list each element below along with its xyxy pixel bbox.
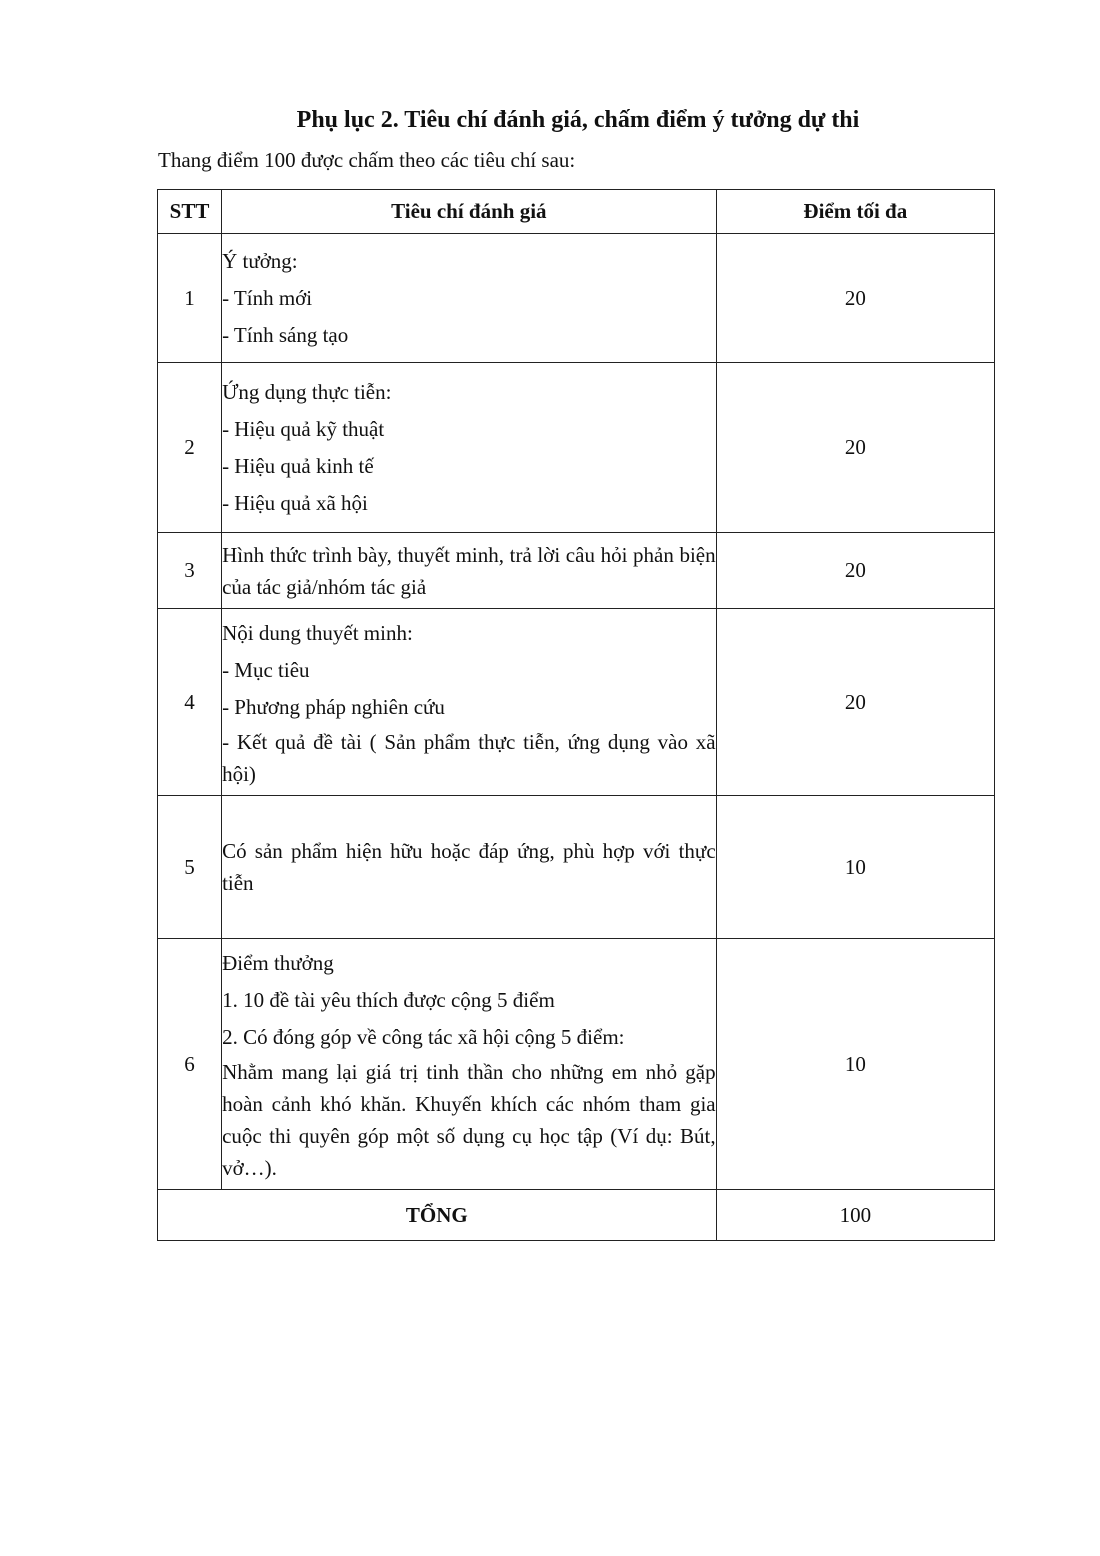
table-row	[158, 796, 995, 939]
row-criteria	[222, 234, 717, 363]
criteria-table	[157, 189, 995, 1241]
row-criteria	[222, 939, 717, 1190]
criteria-line: Điểm thưởng	[222, 950, 334, 975]
table-row	[158, 533, 995, 609]
row-score: 20	[716, 533, 994, 609]
table-row	[158, 234, 995, 363]
criteria-line: - Phương pháp nghiên cứu	[222, 694, 445, 719]
criteria-line: - Hiệu quả kinh tế	[222, 453, 374, 478]
row-stt: 6	[158, 939, 222, 1190]
header-max-score: Điểm tối đa	[716, 190, 994, 234]
criteria-line: - Hiệu quả xã hội	[222, 490, 368, 515]
criteria-line: Ứng dụng thực tiễn:	[222, 379, 392, 404]
criteria-line: - Hiệu quả kỹ thuật	[222, 416, 385, 441]
page-title: Phụ lục 2. Tiêu chí đánh giá, chấm điểm ý tưởng dự thi	[296, 107, 860, 133]
table-row	[158, 609, 995, 796]
row-score: 20	[716, 234, 994, 363]
row-score: 20	[716, 363, 994, 533]
criteria-line: - Kết quả đề tài ( Sản phẩm thực tiễn, ứng dụng vào xã hội)	[222, 729, 716, 786]
total-row	[158, 1190, 995, 1241]
criteria-line: Có sản phẩm hiện hữu hoặc đáp ứng, phù hợp với thực tiễn	[222, 839, 716, 895]
criteria-line: Ý tưởng:	[222, 248, 298, 273]
total-label: TỔNG	[158, 1190, 717, 1241]
header-stt: STT	[158, 190, 222, 234]
row-stt: 5	[158, 796, 222, 939]
row-criteria	[222, 533, 717, 609]
intro-text: Thang điểm 100 được chấm theo các tiêu chí sau:	[158, 148, 576, 172]
criteria-line: - Tính sáng tạo	[222, 322, 349, 347]
row-stt: 4	[158, 609, 222, 796]
criteria-line: Nhằm mang lại giá trị tinh thần cho những em nhỏ gặp hoàn cảnh khó khăn. Khuyến khích các nhóm tham gia cuộc thi quyên góp một số dụng cụ học tập (Ví dụ: Bút, vở…).	[222, 1059, 716, 1180]
criteria-line: 1. 10 đề tài yêu thích được cộng 5 điểm	[222, 987, 555, 1012]
row-criteria	[222, 363, 717, 533]
row-criteria	[222, 609, 717, 796]
table-row	[158, 939, 995, 1190]
table-header-row	[158, 190, 995, 234]
row-stt: 1	[158, 234, 222, 363]
row-score: 10	[716, 796, 994, 939]
criteria-line: Nội dung thuyết minh:	[222, 620, 413, 645]
header-criteria: Tiêu chí đánh giá	[222, 190, 717, 234]
criteria-line: Hình thức trình bày, thuyết minh, trả lời câu hỏi phản biện của tác giả/nhóm tác giả	[222, 542, 716, 599]
row-criteria	[222, 796, 717, 939]
table-row	[158, 363, 995, 533]
row-score: 20	[716, 609, 994, 796]
criteria-line: - Mục tiêu	[222, 657, 310, 682]
total-score: 100	[716, 1190, 994, 1241]
criteria-line: - Tính mới	[222, 285, 313, 310]
criteria-line: 2. Có đóng góp về công tác xã hội cộng 5 điểm:	[222, 1024, 625, 1049]
row-stt: 2	[158, 363, 222, 533]
row-stt: 3	[158, 533, 222, 609]
row-score: 10	[716, 939, 994, 1190]
